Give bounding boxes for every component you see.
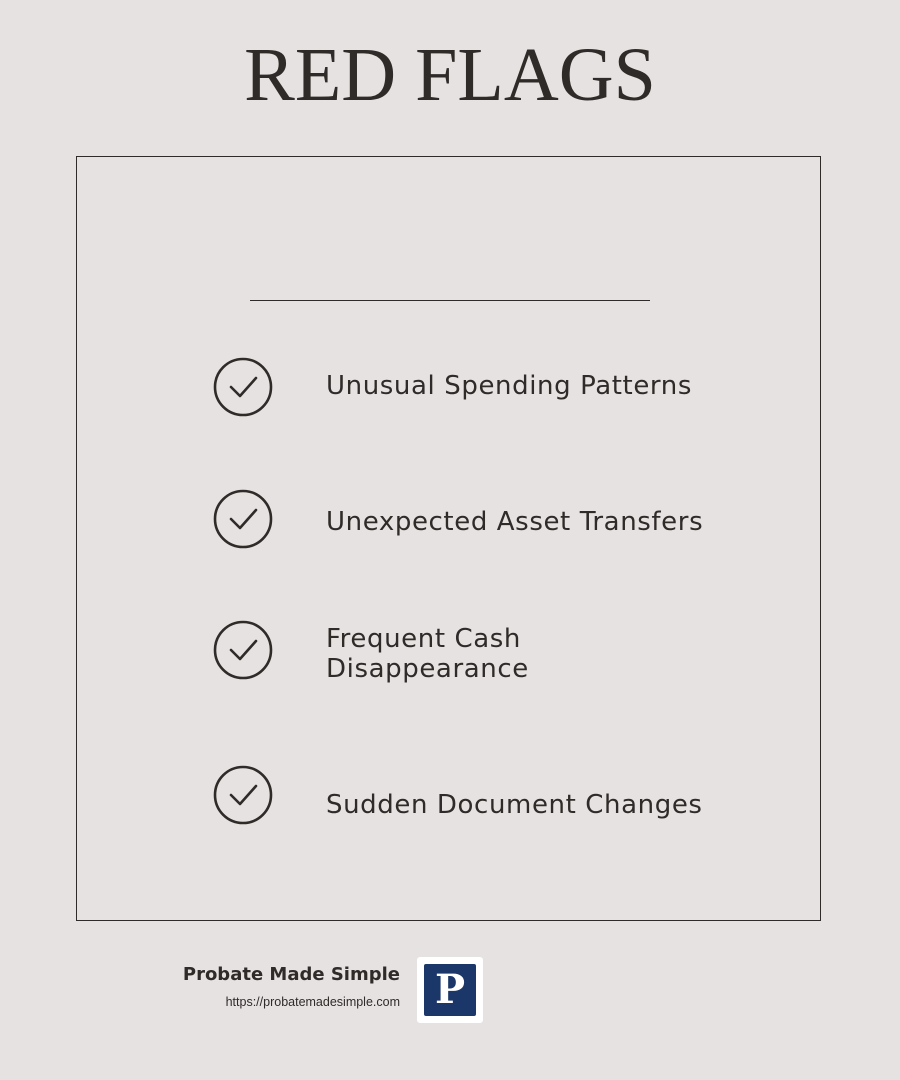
check-circle-icon — [212, 356, 274, 418]
list-item-label: Sudden Document Changes — [326, 790, 703, 820]
list-item-label-line2: Disappearance — [326, 654, 529, 684]
list-item-label: Unusual Spending Patterns — [326, 371, 692, 401]
check-circle-icon — [212, 764, 274, 826]
page-title: RED FLAGS — [244, 33, 656, 117]
brand-logo — [417, 957, 483, 1023]
check-circle-icon — [212, 619, 274, 681]
divider-line — [250, 300, 650, 301]
footer-url-link[interactable]: https://probatemadesimple.com — [225, 995, 400, 1009]
list-item-label: Unexpected Asset Transfers — [326, 507, 704, 537]
check-circle-icon — [212, 488, 274, 550]
list-item-label-line1: Frequent Cash — [326, 624, 522, 654]
footer-brand-name: Probate Made Simple — [182, 964, 400, 985]
logo-letter: P — [424, 964, 476, 1016]
